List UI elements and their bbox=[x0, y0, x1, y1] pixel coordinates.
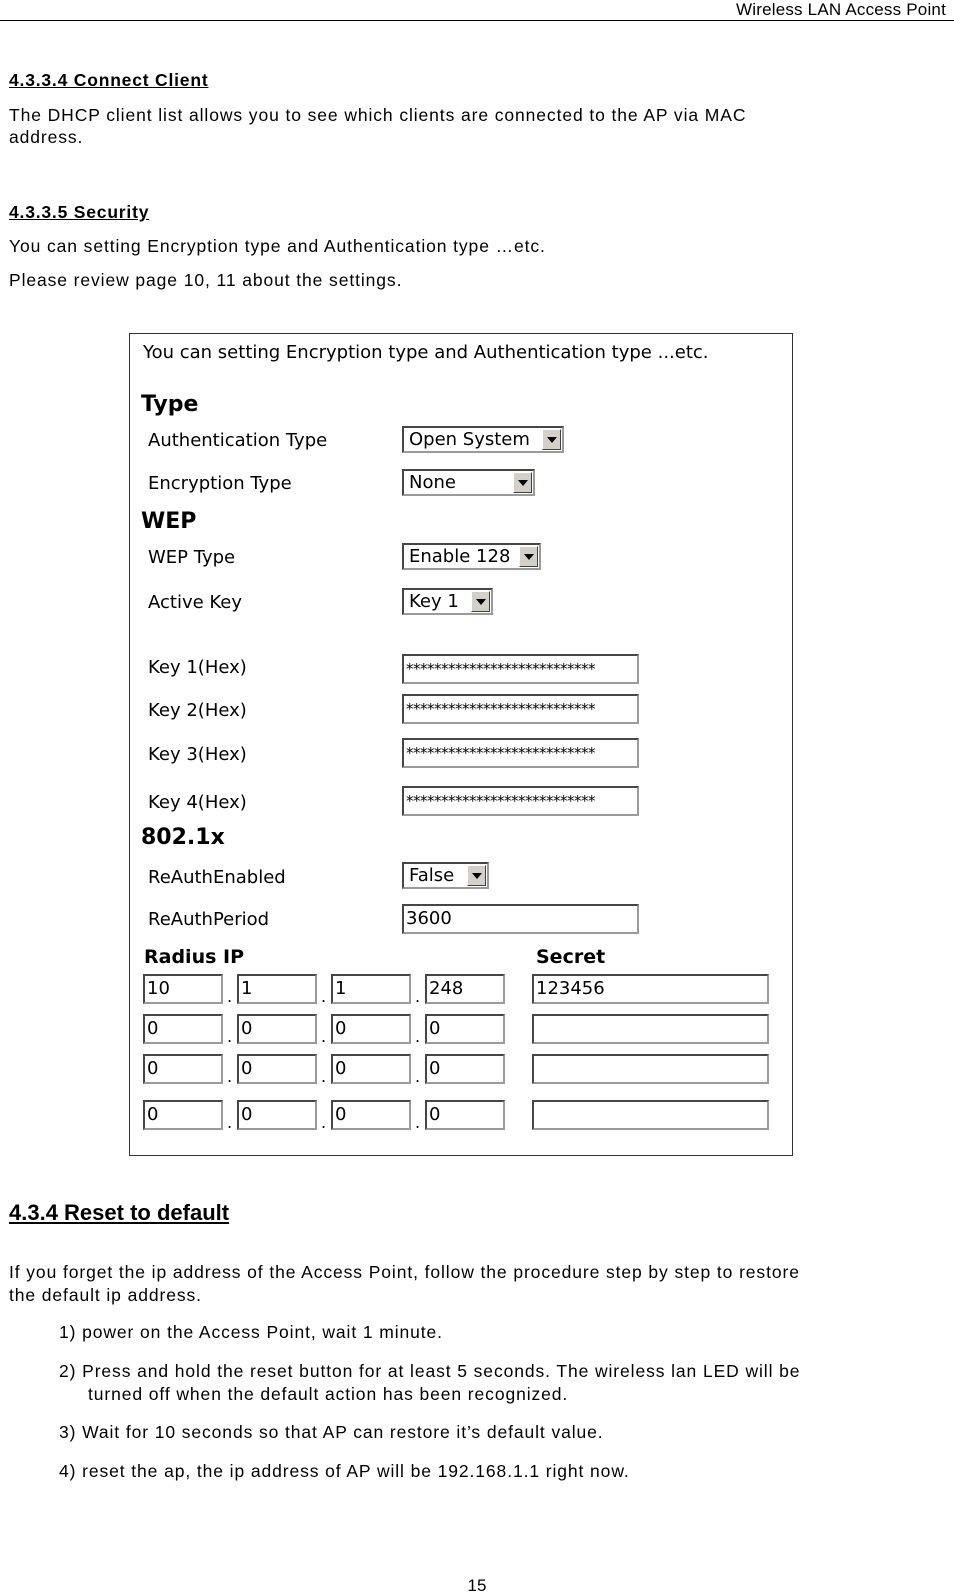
ip-dot: . bbox=[227, 987, 233, 1006]
key1-input[interactable] bbox=[402, 654, 639, 684]
reset-intro-line1: If you forget the ip address of the Access Point, follow the procedure step by step to restore bbox=[9, 1262, 800, 1282]
reauth-enabled-value: False bbox=[409, 865, 455, 886]
security-settings-screenshot bbox=[129, 333, 793, 1156]
ip-dot: . bbox=[321, 1027, 327, 1046]
key1-mask: *************************** bbox=[406, 660, 595, 678]
wep-type-select[interactable] bbox=[402, 543, 541, 570]
chevron-down-icon[interactable] bbox=[513, 472, 532, 493]
encryption-type-value: None bbox=[409, 472, 456, 493]
radius-ip-octet[interactable]: 0 bbox=[237, 1014, 317, 1044]
key2-label: Key 2(Hex) bbox=[148, 700, 247, 721]
active-key-label: Active Key bbox=[148, 592, 243, 613]
security-line2: Please review page 10, 11 about the settings. bbox=[9, 270, 403, 290]
ip-dot: . bbox=[227, 1067, 233, 1086]
ip-dot: . bbox=[415, 987, 421, 1006]
reauth-enabled-label: ReAuthEnabled bbox=[148, 867, 286, 888]
radius-ip-octet[interactable]: 0 bbox=[143, 1054, 223, 1084]
ip-dot: . bbox=[227, 1113, 233, 1132]
security-line1: You can setting Encryption type and Authentication type …etc. bbox=[9, 236, 546, 256]
key4-input[interactable] bbox=[402, 786, 639, 816]
radius-ip-octet[interactable]: 0 bbox=[143, 1014, 223, 1044]
chevron-down-icon[interactable] bbox=[519, 546, 538, 567]
reset-step-4: 4) reset the ap, the ip address of AP will be 192.168.1.1 right now. bbox=[59, 1461, 630, 1481]
ip-dot: . bbox=[227, 1027, 233, 1046]
security-heading: 4.3.3.5 Security bbox=[9, 202, 150, 222]
radius-secret-input[interactable]: 123456 bbox=[532, 974, 769, 1004]
page-number: 15 bbox=[467, 1576, 487, 1595]
encryption-type-select[interactable] bbox=[402, 469, 535, 496]
reauth-period-input[interactable]: 3600 bbox=[402, 904, 639, 934]
radius-ip-octet[interactable]: 10 bbox=[143, 974, 223, 1004]
radius-ip-octet[interactable]: 0 bbox=[331, 1100, 411, 1130]
header-title: Wireless LAN Access Point bbox=[735, 0, 946, 19]
active-key-select[interactable] bbox=[402, 588, 493, 615]
radius-ip-octet[interactable]: 0 bbox=[331, 1014, 411, 1044]
reset-intro-line2: the default ip address. bbox=[9, 1285, 202, 1305]
encryption-type-label: Encryption Type bbox=[148, 473, 292, 494]
radius-ip-header: Radius IP bbox=[144, 946, 245, 968]
ip-dot: . bbox=[321, 1067, 327, 1086]
radius-ip-octet[interactable]: 0 bbox=[237, 1054, 317, 1084]
reset-heading: 4.3.4 Reset to default bbox=[9, 1200, 230, 1225]
key1-label: Key 1(Hex) bbox=[148, 657, 247, 678]
type-section-title: Type bbox=[141, 392, 199, 417]
secret-header: Secret bbox=[536, 946, 606, 968]
radius-secret-input[interactable] bbox=[532, 1054, 769, 1084]
key3-mask: *************************** bbox=[406, 744, 595, 762]
radius-ip-octet[interactable]: 0 bbox=[331, 1054, 411, 1084]
radius-ip-octet[interactable]: 0 bbox=[143, 1100, 223, 1130]
dot1x-section-title: 802.1x bbox=[141, 825, 225, 850]
chevron-down-icon[interactable] bbox=[467, 865, 486, 886]
radius-ip-octet[interactable]: 0 bbox=[425, 1014, 505, 1044]
auth-type-value: Open System bbox=[409, 429, 530, 450]
ip-dot: . bbox=[415, 1027, 421, 1046]
key3-label: Key 3(Hex) bbox=[148, 744, 247, 765]
auth-type-select[interactable] bbox=[402, 426, 564, 453]
screenshot-intro: You can setting Encryption type and Authentication type ...etc. bbox=[143, 342, 709, 363]
reauth-enabled-select[interactable] bbox=[402, 862, 489, 889]
key2-input[interactable] bbox=[402, 694, 639, 724]
wep-type-value: Enable 128 bbox=[409, 546, 511, 567]
radius-ip-octet[interactable]: 0 bbox=[237, 1100, 317, 1130]
ip-dot: . bbox=[415, 1113, 421, 1132]
ip-dot: . bbox=[321, 987, 327, 1006]
radius-ip-octet[interactable]: 1 bbox=[237, 974, 317, 1004]
wep-section-title: WEP bbox=[141, 509, 197, 534]
radius-ip-octet[interactable]: 0 bbox=[425, 1054, 505, 1084]
key3-input[interactable] bbox=[402, 738, 639, 768]
radius-secret-input[interactable] bbox=[532, 1100, 769, 1130]
auth-type-label: Authentication Type bbox=[148, 430, 328, 451]
wep-type-label: WEP Type bbox=[148, 547, 236, 568]
key2-mask: *************************** bbox=[406, 700, 595, 718]
key4-mask: *************************** bbox=[406, 792, 595, 810]
radius-ip-octet[interactable]: 1 bbox=[331, 974, 411, 1004]
reset-step-2-line2: turned off when the default action has been recognized. bbox=[88, 1384, 569, 1404]
reset-step-2 bbox=[59, 1360, 800, 1406]
reset-step-1: 1) power on the Access Point, wait 1 minute. bbox=[59, 1322, 443, 1342]
active-key-value: Key 1 bbox=[409, 591, 459, 612]
key4-label: Key 4(Hex) bbox=[148, 792, 247, 813]
ip-dot: . bbox=[415, 1067, 421, 1086]
chevron-down-icon[interactable] bbox=[471, 591, 490, 612]
connect-client-body-line1: The DHCP client list allows you to see which clients are connected to the AP via MAC bbox=[9, 105, 747, 125]
connect-client-body-line2: address. bbox=[9, 127, 84, 147]
running-header bbox=[0, 0, 954, 21]
ip-dot: . bbox=[321, 1113, 327, 1132]
chevron-down-icon[interactable] bbox=[542, 429, 561, 450]
reset-step-3: 3) Wait for 10 seconds so that AP can restore it’s default value. bbox=[59, 1422, 604, 1442]
reset-step-2-line1: 2) Press and hold the reset button for at least 5 seconds. The wireless lan LED will be bbox=[59, 1361, 801, 1381]
reauth-period-label: ReAuthPeriod bbox=[148, 909, 270, 930]
radius-ip-octet[interactable]: 248 bbox=[425, 974, 505, 1004]
radius-secret-input[interactable] bbox=[532, 1014, 769, 1044]
radius-ip-octet[interactable]: 0 bbox=[425, 1100, 505, 1130]
connect-client-heading: 4.3.3.4 Connect Client bbox=[9, 70, 209, 90]
